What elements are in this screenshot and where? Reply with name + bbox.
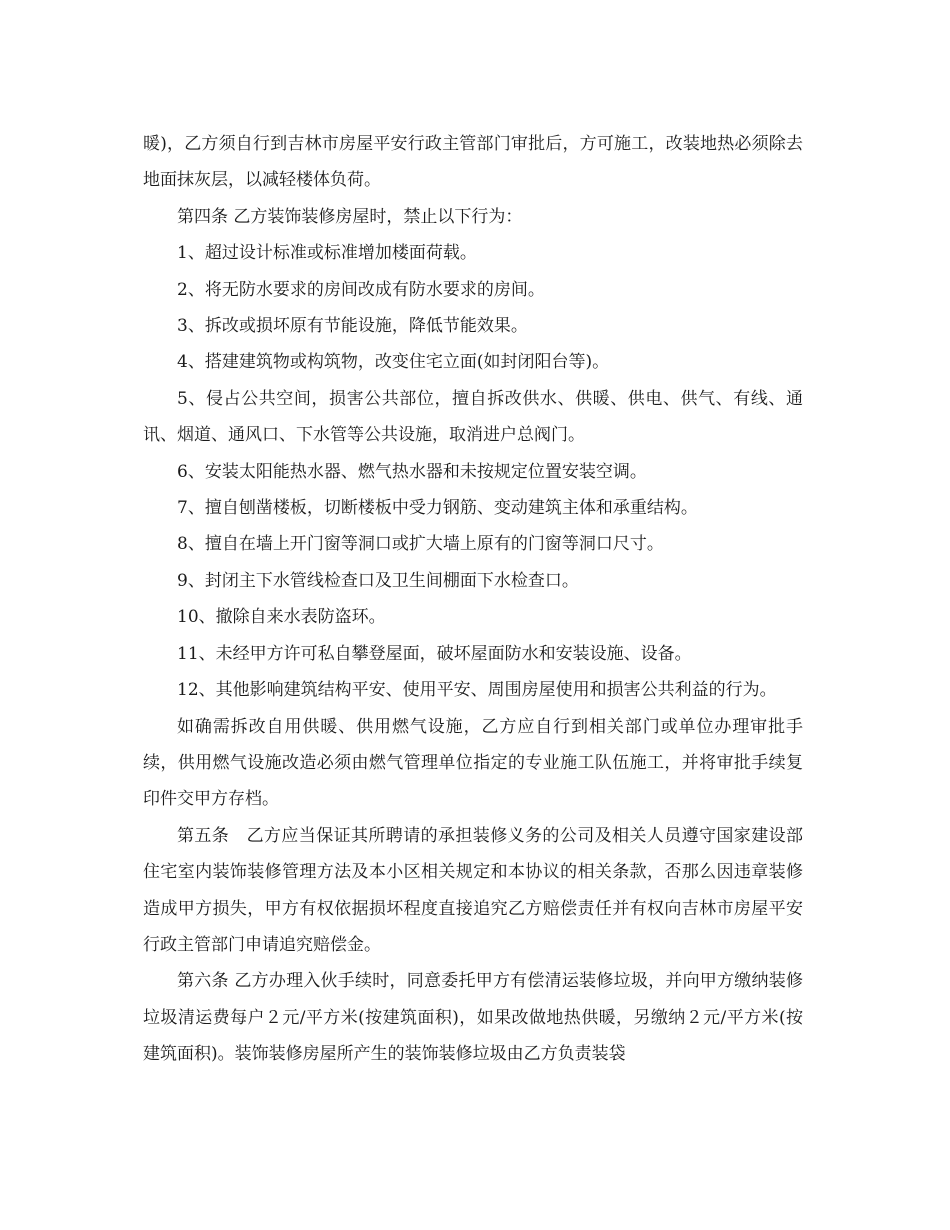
list-item: 3、拆改或损坏原有节能设施，降低节能效果。 — [177, 316, 528, 337]
list-item: 12、其他影响建筑结构平安、使用平安、周围房屋使用和损害公共利益的行为。 — [177, 680, 777, 701]
paragraph-continuation: 暖)，乙方须自行到吉林市房屋平安行政主管部门审批后，方可施工，改装地热必须除去地面抹灰层，以减轻楼体负荷。 — [143, 134, 803, 191]
article-4-heading: 第四条 乙方装饰装修房屋时，禁止以下行为： — [177, 206, 523, 227]
list-item: 11、未经甲方许可私自攀登屋面，破坏屋面防水和安装设施、设备。 — [177, 643, 692, 664]
article-5-paragraph: 第五条 乙方应当保证其所聘请的承担装修义务的公司及相关人员遵守国家建设部住宅室内装饰装修管理方法及本小区相关规定和本协议的相关条款，否那么因违章装修造成甲方损失，甲方有权依据损坏程度直接追究乙方赔偿责任并有权向吉林市房屋平安行政主管部门申请追究赔偿金。 — [143, 825, 803, 955]
list-item: 1、超过设计标准或标准增加楼面荷载。 — [177, 243, 477, 264]
list-item: 6、安装太阳能热水器、燃气热水器和未按规定位置安装空调。 — [177, 461, 647, 482]
list-item: 2、将无防水要求的房间改成有防水要求的房间。 — [177, 279, 545, 300]
list-item: 10、撤除自来水表防盗环。 — [177, 607, 386, 628]
list-item: 9、封闭主下水管线检查口及卫生间棚面下水检查口。 — [177, 570, 579, 591]
document-body — [143, 126, 803, 1073]
paragraph: 如确需拆改自用供暖、供用燃气设施，乙方应自行到相关部门或单位办理审批手续，供用燃气设施改造必须由燃气管理单位指定的专业施工队伍施工，并将审批手续复印件交甲方存档。 — [143, 716, 803, 810]
list-item: 7、擅自刨凿楼板，切断楼板中受力钢筋、变动建筑主体和承重结构。 — [177, 498, 698, 519]
list-item: 5、侵占公共空间，损害公共部位，擅自拆改供水、供暖、供电、供气、有线、通讯、烟道、通风口、下水管等公共设施，取消进户总阀门。 — [143, 388, 803, 446]
article-6-paragraph: 第六条 乙方办理入伙手续时，同意委托甲方有偿清运装修垃圾，并向甲方缴纳装修垃圾清运费每户２元/平方米(按建筑面积)，如果改做地热供暖，另缴纳２元/平方米(按建筑面积)。装饰装修房屋所产生的装饰装修垃圾由乙方负责装袋 — [143, 971, 803, 1065]
list-item: 8、擅自在墙上开门窗等洞口或扩大墙上原有的门窗等洞口尺寸。 — [177, 534, 664, 555]
list-item: 4、搭建建筑物或构筑物，改变住宅立面(如封闭阳台等)。 — [177, 352, 610, 373]
